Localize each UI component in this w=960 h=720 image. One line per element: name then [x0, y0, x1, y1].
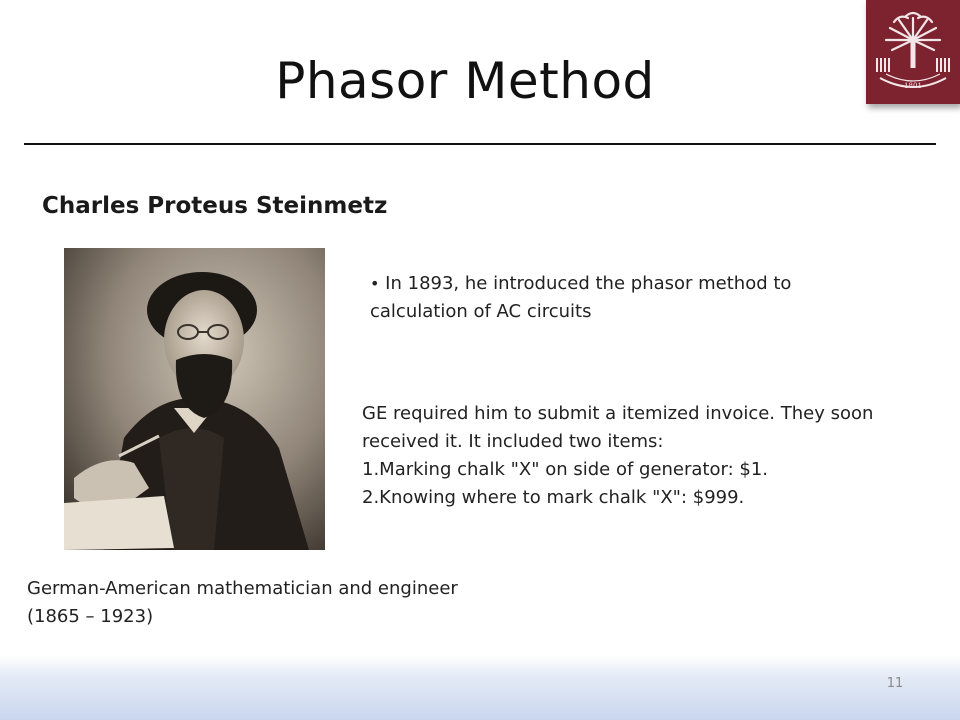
title-divider — [24, 143, 936, 145]
anecdote-line-1: GE required him to submit a itemized invoice. They soon — [362, 403, 874, 424]
bullet-line-1-text: In 1893, he introduced the phasor method to — [385, 273, 792, 294]
invoice-anecdote — [362, 400, 942, 512]
portrait-photo — [64, 248, 325, 550]
portrait-caption — [27, 575, 547, 631]
footer-band — [0, 655, 960, 720]
phasor-intro-bullet — [370, 270, 840, 326]
person-name: Charles Proteus Steinmetz — [42, 193, 388, 219]
anecdote-line-3: 1.Marking chalk "X" on side of generator: $1. — [362, 459, 769, 480]
anecdote-line-4: 2.Knowing where to mark chalk "X": $999. — [362, 487, 745, 508]
university-logo — [866, 0, 960, 104]
page-number: 11 — [886, 676, 904, 691]
bullet-line-1: • In 1893, he introduced the phasor method to — [370, 273, 792, 294]
caption-line-2: (1865 – 1923) — [27, 606, 154, 627]
portrait-illustration — [64, 248, 325, 550]
anecdote-line-2: received it. It included two items: — [362, 431, 664, 452]
caption-line-1: German-American mathematician and engineer — [27, 578, 458, 599]
palmetto-seal-icon — [866, 0, 960, 104]
bullet-line-2: calculation of AC circuits — [370, 301, 592, 322]
logo-year: 1801 — [904, 82, 922, 90]
slide-title: Phasor Method — [275, 52, 655, 110]
